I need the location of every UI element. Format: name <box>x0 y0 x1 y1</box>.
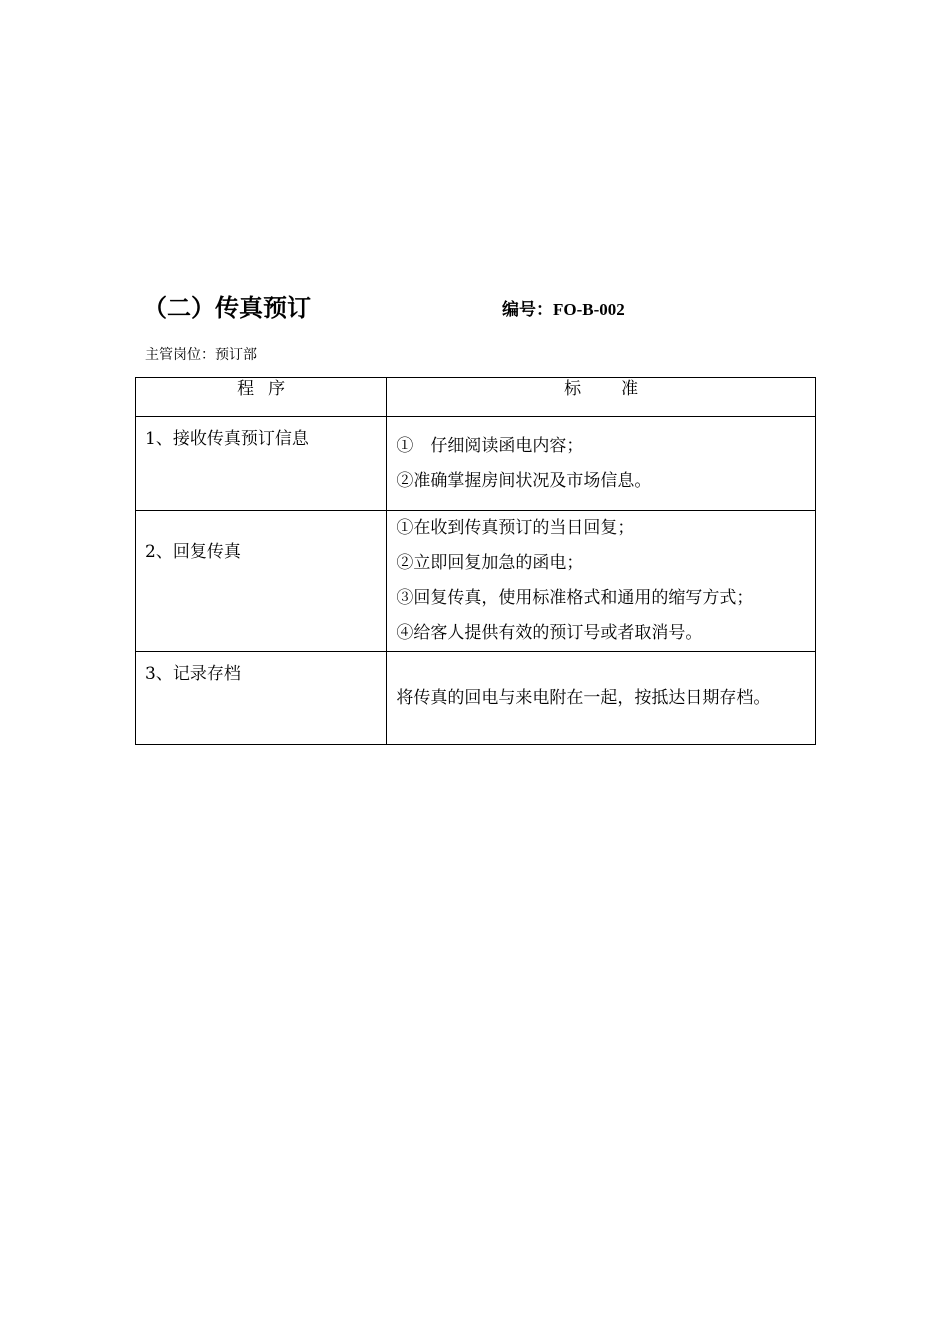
procedure-table <box>135 377 816 745</box>
standard-item: 将传真的回电与来电附在一起，按抵达日期存档。 <box>396 687 771 708</box>
standard-cell <box>387 511 816 652</box>
standard-item: ②立即回复加急的函电； <box>396 553 584 573</box>
standard-cell <box>387 652 816 745</box>
standard-item: ④给客人提供有效的预订号或者取消号。 <box>396 623 703 643</box>
step-cell: 2、回复传真 <box>136 511 387 652</box>
table-row <box>136 511 816 652</box>
document-title: （二）传真预订 <box>143 294 311 322</box>
step-cell: 1、接收传真预订信息 <box>136 417 387 511</box>
standard-item: ①在收到传真预订的当日回复； <box>396 518 635 538</box>
table-row <box>136 652 816 745</box>
standard-item: ②准确掌握房间状况及市场信息。 <box>396 470 652 491</box>
standard-item: ① 仔细阅读函电内容； <box>396 435 584 456</box>
standard-cell <box>387 417 816 511</box>
step-cell: 3、记录存档 <box>136 652 387 745</box>
table-header-row <box>136 378 816 417</box>
supervisor-department: 主管岗位：预订部 <box>145 347 257 363</box>
standard-item: ③回复传真，使用标准格式和通用的缩写方式； <box>396 588 754 608</box>
document-code: 编号：FO-B-002 <box>502 300 625 319</box>
table-row <box>136 417 816 511</box>
column-header-step: 程序 <box>136 378 387 417</box>
column-header-standard: 标准 <box>387 378 816 417</box>
